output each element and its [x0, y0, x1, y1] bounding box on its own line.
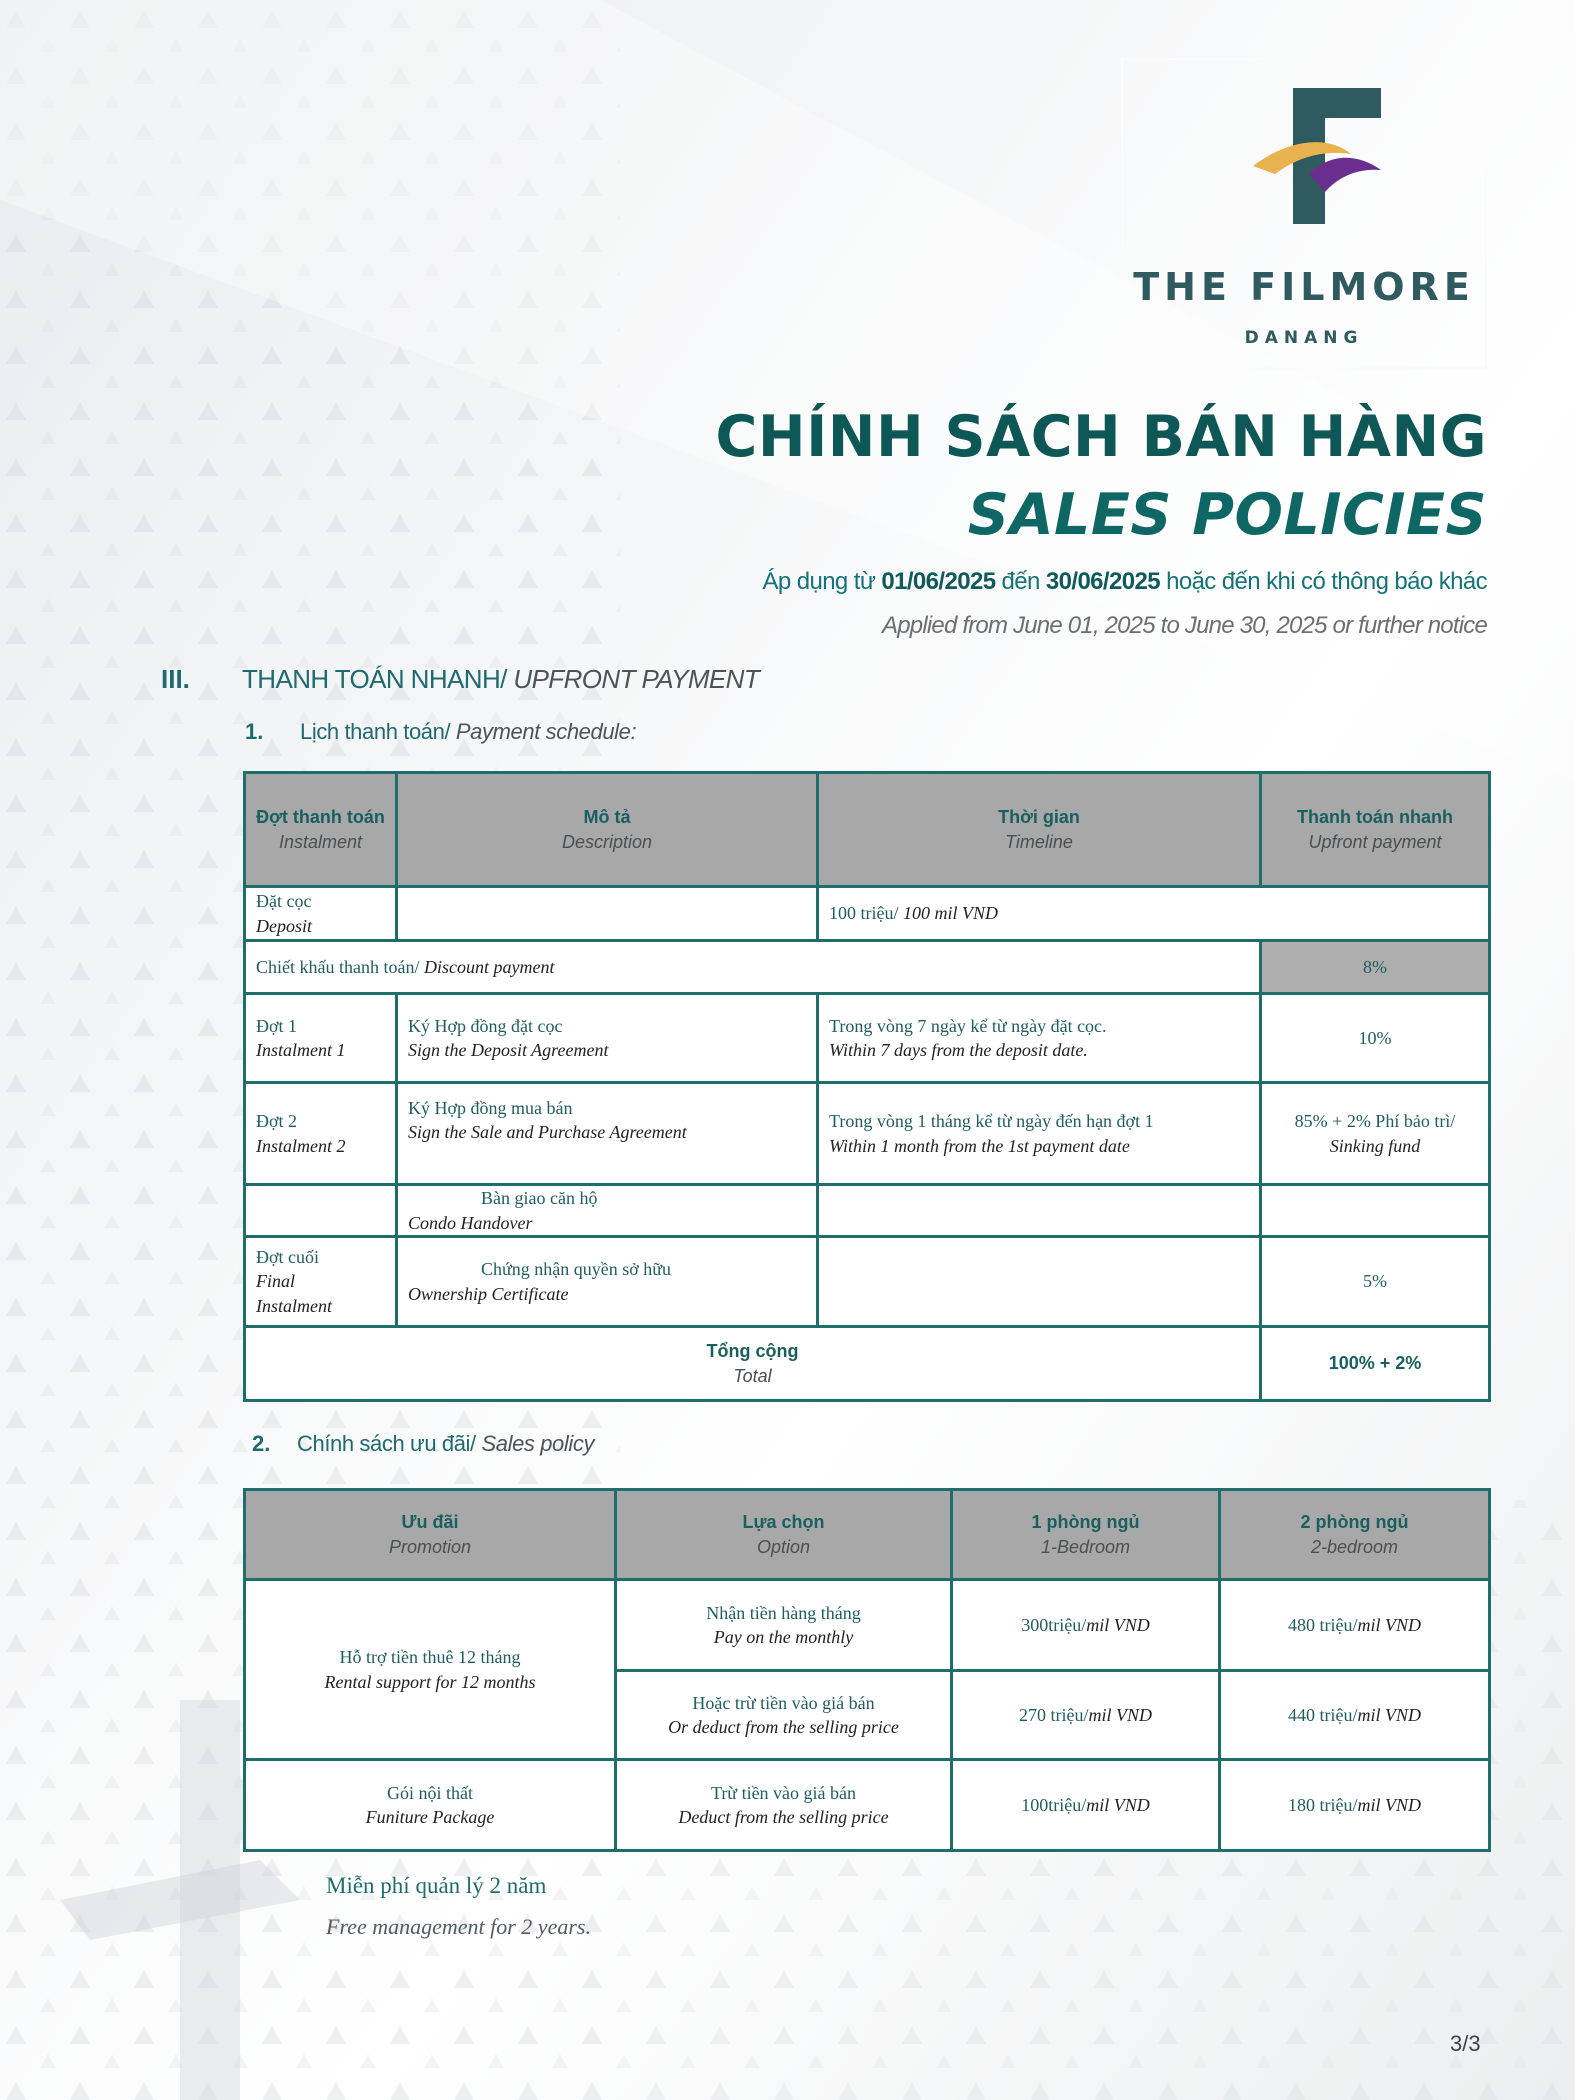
instalment-2-value: 85% + 2% Phí bảo trì/ Sinking fund — [1261, 1083, 1490, 1185]
brand-city: DANANG — [1244, 328, 1364, 348]
header-promotion: Ưu đãi Promotion — [245, 1490, 616, 1580]
deposit-label: Đặt cọc Deposit — [245, 887, 397, 941]
total-label: Tổng cộng Total — [245, 1327, 1261, 1401]
discount-value: 8% — [1261, 941, 1490, 994]
brand-logo-box — [1121, 58, 1487, 369]
page-number: 3/3 — [1450, 2031, 1481, 2056]
filmore-logo-icon — [1247, 84, 1387, 234]
furniture-package-label: Gói nội thất Funiture Package — [245, 1760, 616, 1851]
instalment-2-description: Ký Hợp đồng mua bán Sign the Sale and Purchase Agreement — [397, 1083, 818, 1185]
schedule-title: Lịch thanh toán/ Payment schedule: — [300, 719, 637, 744]
table-total-row — [245, 1327, 1490, 1401]
schedule-number: 1. — [245, 719, 264, 744]
header-option: Lựa chọn Option — [616, 1490, 952, 1580]
rental-deduct-1br: 270 triệu/mil VND — [952, 1671, 1220, 1760]
page-title-vi: CHÍNH SÁCH BÁN HÀNG — [715, 404, 1487, 470]
section-number: III. — [161, 664, 190, 694]
table-row — [245, 1237, 1490, 1327]
sales-policy-table — [243, 1488, 1491, 1852]
free-management-note-en: Free management for 2 years. — [326, 1914, 591, 1939]
instalment-1-label: Đợt 1 Instalment 1 — [245, 994, 397, 1083]
furniture-2br: 180 triệu/mil VND — [1220, 1760, 1490, 1851]
handover-description: Bàn giao căn hộ Condo Handover — [397, 1185, 818, 1237]
instalment-1-description: Ký Hợp đồng đặt cọc Sign the Deposit Agreement — [397, 994, 818, 1083]
final-label: Đợt cuối Final Instalment — [245, 1237, 397, 1327]
instalment-2-label: Đợt 2 Instalment 2 — [245, 1083, 397, 1185]
table-header-row — [245, 773, 1490, 887]
header-2-bedroom: 2 phòng ngủ 2-bedroom — [1220, 1490, 1490, 1580]
deposit-amount: 100 triệu/ 100 mil VND — [818, 887, 1490, 941]
rental-monthly-2br: 480 triệu/mil VND — [1220, 1580, 1490, 1671]
table-row — [245, 887, 1490, 941]
brand-name: THE FILMORE — [1133, 265, 1475, 309]
header-instalment: Đợt thanh toán Instalment — [245, 773, 397, 887]
header-timeline: Thời gian Timeline — [818, 773, 1261, 887]
instalment-1-timeline: Trong vòng 7 ngày kể từ ngày đặt cọc. Within 7 days from the deposit date. — [818, 994, 1261, 1083]
section-title: THANH TOÁN NHANH/ UPFRONT PAYMENT — [242, 664, 760, 694]
header-description: Mô tả Description — [397, 773, 818, 887]
furniture-option: Trừ tiền vào giá bán Deduct from the selling price — [616, 1760, 952, 1851]
table-row — [245, 994, 1490, 1083]
table-row — [245, 1760, 1490, 1851]
table-row — [245, 941, 1490, 994]
instalment-2-timeline: Trong vòng 1 tháng kể từ ngày đến hạn đợt 1 Within 1 month from the 1st payment date — [818, 1083, 1261, 1185]
rental-option-deduct: Hoặc trừ tiền vào giá bán Or deduct from the selling price — [616, 1671, 952, 1760]
header-1-bedroom: 1 phòng ngủ 1-Bedroom — [952, 1490, 1220, 1580]
policy-number: 2. — [252, 1431, 271, 1456]
rental-support-label: Hỗ trợ tiền thuê 12 tháng Rental support for 12 months — [245, 1580, 616, 1760]
table-header-row — [245, 1490, 1490, 1580]
rental-monthly-1br: 300triệu/mil VND — [952, 1580, 1220, 1671]
header-upfront: Thanh toán nhanh Upfront payment — [1261, 773, 1490, 887]
page-title-en: SALES POLICIES — [967, 482, 1487, 548]
final-description: Chứng nhận quyền sở hữu Ownership Certificate — [397, 1237, 818, 1327]
policy-title: Chính sách ưu đãi/ Sales policy — [297, 1431, 595, 1456]
final-value: 5% — [1261, 1237, 1490, 1327]
table-row — [245, 1083, 1490, 1185]
rental-option-monthly: Nhận tiền hàng tháng Pay on the monthly — [616, 1580, 952, 1671]
applied-period-vi: Áp dụng từ 01/06/2025 đến 30/06/2025 hoặc đến khi có thông báo khác — [762, 568, 1487, 595]
table-row — [245, 1185, 1490, 1237]
payment-schedule-table — [243, 771, 1491, 1402]
total-value: 100% + 2% — [1261, 1327, 1490, 1401]
table-row — [245, 1580, 1490, 1671]
rental-deduct-2br: 440 triệu/mil VND — [1220, 1671, 1490, 1760]
applied-period-en: Applied from June 01, 2025 to June 30, 2025 or further notice — [882, 612, 1487, 639]
discount-label: Chiết khấu thanh toán/ Discount payment — [245, 941, 1261, 994]
free-management-note-vi: Miễn phí quản lý 2 năm — [326, 1873, 547, 1898]
instalment-1-value: 10% — [1261, 994, 1490, 1083]
furniture-1br: 100triệu/mil VND — [952, 1760, 1220, 1851]
